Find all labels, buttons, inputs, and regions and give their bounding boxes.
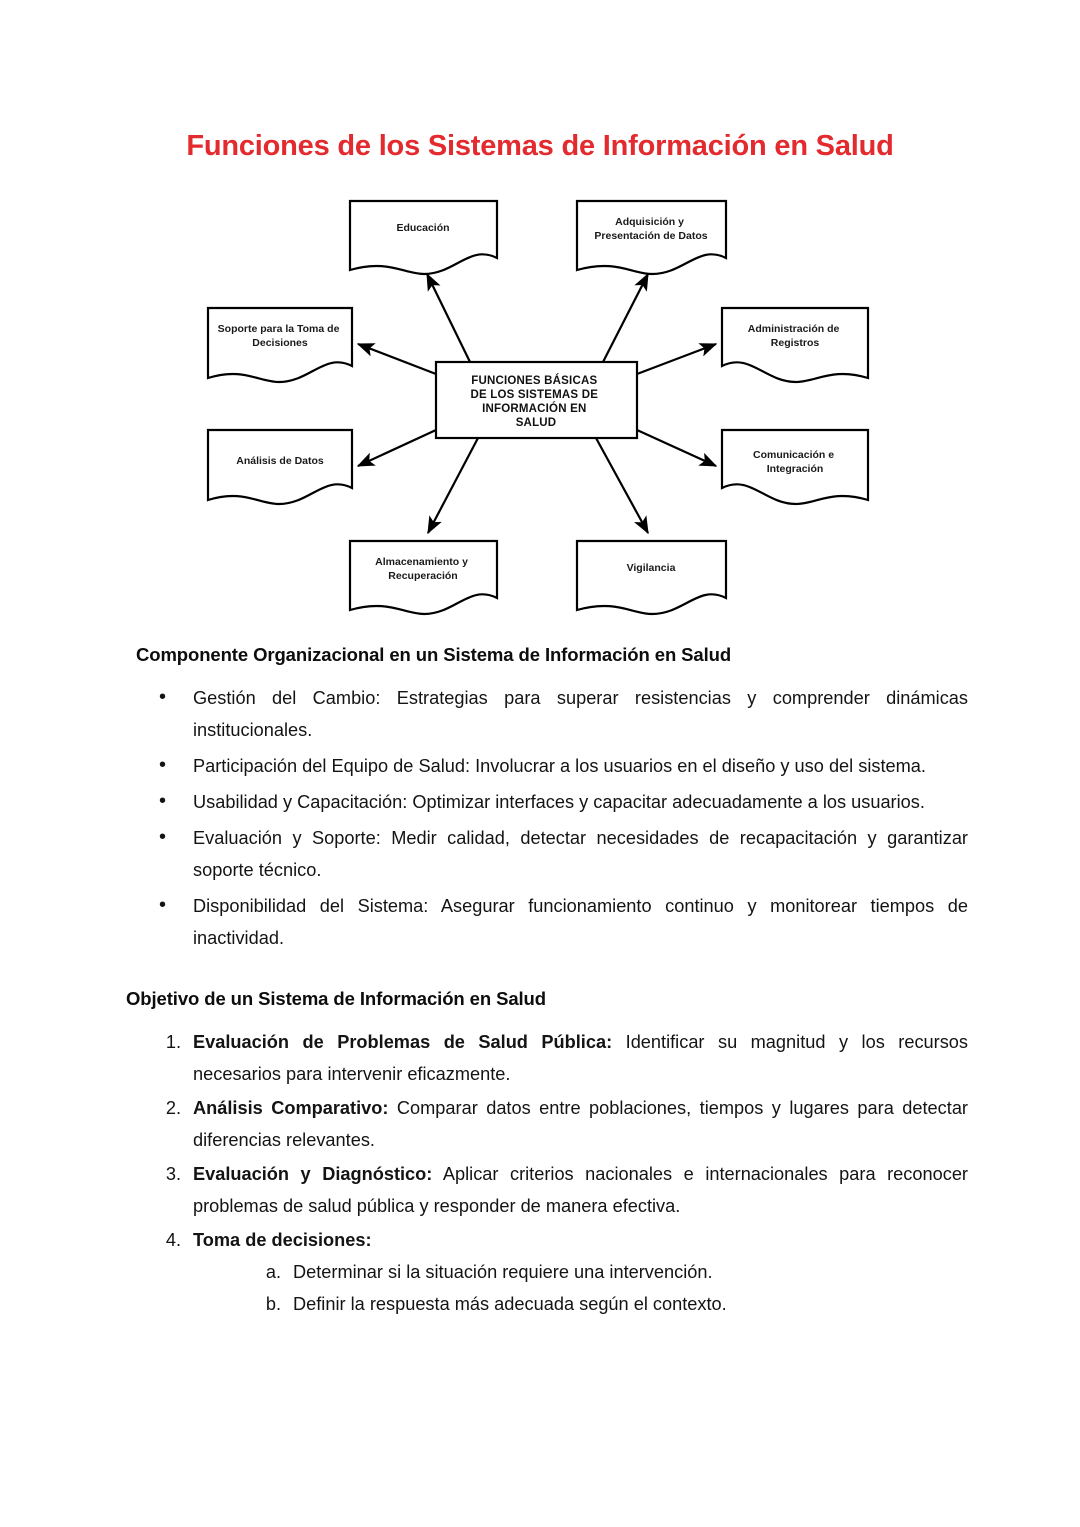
diagram-node-adquisicion [577, 201, 726, 274]
node-label-adquisicion-line-1: Adquisición y [615, 216, 684, 228]
list-item [133, 1092, 968, 1156]
node-label-almacenamiento-line-2: Recuperación [388, 570, 458, 582]
section-heading-objetivo: Objetivo de un Sistema de Información en Salud [126, 988, 546, 1009]
node-label-analisis-line-1: Análisis de Datos [236, 455, 324, 467]
list-item-detail: Involucrar a los usuarios en el diseño y uso del sistema. [470, 756, 926, 776]
connector-almacenamiento [428, 438, 478, 533]
bullet-list-componente-organizacional [0, 682, 1080, 954]
list-item-detail: Comparar datos entre poblaciones, tiempos y lugares para detectar diferencias relevantes. [193, 1098, 968, 1150]
diagram-center-node [436, 362, 637, 438]
connector-administracion [637, 344, 716, 374]
page-title: Funciones de los Sistemas de Información en Salud [186, 130, 894, 162]
center-label-line-1: FUNCIONES BÁSICAS [471, 375, 598, 387]
list-item [133, 786, 968, 818]
list-item [133, 1026, 968, 1090]
diagram-node-educacion [350, 201, 497, 274]
connector-educacion [427, 274, 470, 362]
list-item [133, 1224, 968, 1320]
connector-adquisicion [603, 274, 648, 362]
list-item [133, 1158, 968, 1222]
diagram-node-soporte [208, 308, 352, 382]
node-label-soporte-line-2: Decisiones [252, 337, 308, 349]
list-item-text: Participación del Equipo de Salud: [193, 756, 471, 776]
center-label-line-3: INFORMACIÓN EN [482, 403, 587, 415]
diagram-node-almacenamiento [350, 541, 497, 614]
connector-comunicacion [637, 430, 716, 466]
node-label-administracion-line-1: Administración de [747, 323, 840, 335]
list-item-text: Usabilidad y Capacitación: [193, 792, 408, 812]
list-item-lead: Evaluación y Diagnóstico: [193, 1164, 433, 1184]
node-label-adquisicion-line-2: Presentación de Datos [594, 230, 708, 242]
list-item [133, 890, 968, 954]
diagram-node-comunicacion [722, 430, 868, 504]
center-label-line-4: SALUD [515, 417, 557, 429]
node-label-comunicacion-line-2: Integración [766, 463, 824, 475]
list-item-detail: Asegurar funcionamiento continuo y monitorear tiempos de inactividad. [193, 896, 969, 948]
diagram-node-analisis [208, 430, 352, 504]
list-item-detail: Estrategias para superar resistencias y comprender dinámicas institucionales. [193, 688, 969, 740]
diagram-node-vigilancia [577, 541, 726, 614]
diagram-node-administracion [722, 308, 868, 382]
node-label-soporte-line-1: Soporte para la Toma de [217, 323, 340, 335]
list-item-text: Gestión del Cambio: [193, 688, 381, 708]
list-item-text: Evaluación y Soporte: [193, 828, 381, 848]
list-item-detail: Aplicar criterios nacionales e internacionales para reconocer problemas de salud pública y responder de manera efectiva. [193, 1164, 968, 1216]
sub-list-item: Definir la respuesta más adecuada según el contexto. [293, 1294, 727, 1314]
list-item [133, 822, 968, 886]
connector-soporte [358, 344, 436, 374]
svg-text:Vigilancia [627, 562, 676, 574]
numbered-list-objetivo [0, 1026, 1080, 1320]
node-label-almacenamiento-line-1: Almacenamiento y [375, 556, 468, 568]
svg-text:Análisis de Datos [236, 455, 324, 467]
list-item-lead: Toma de decisiones: [193, 1230, 372, 1250]
section-heading-componente-organizacional: Componente Organizacional en un Sistema de Información en Salud [136, 644, 732, 665]
list-item [133, 750, 968, 782]
svg-text:Educación [396, 222, 449, 234]
node-label-administracion-line-2: Registros [770, 337, 820, 349]
node-label-comunicacion-line-1: Comunicación e [752, 449, 835, 461]
connector-analisis [358, 430, 436, 466]
list-item-lead: Análisis Comparativo: [193, 1098, 389, 1118]
node-label-educacion-line-1: Educación [396, 222, 450, 234]
list-item-lead: Evaluación de Problemas de Salud Pública: [193, 1032, 613, 1052]
sub-list-item: Determinar si la situación requiere una intervención. [293, 1262, 713, 1282]
list-item-detail: Optimizar interfaces y capacitar adecuadamente a los usuarios. [407, 792, 925, 812]
list-item-text: Disponibilidad del Sistema: [193, 896, 429, 916]
connector-vigilancia [596, 438, 648, 533]
list-item-detail: Identificar su magnitud y los recursos necesarios para intervenir eficazmente. [193, 1032, 969, 1084]
center-label-line-2: DE LOS SISTEMAS DE [470, 389, 599, 401]
sub-list-toma-de-decisiones [193, 1256, 968, 1320]
list-item-detail: Medir calidad, detectar necesidades de recapacitación y garantizar soporte técnico. [193, 828, 968, 880]
node-label-vigilancia-line-1: Vigilancia [626, 562, 676, 574]
list-item [133, 682, 968, 746]
hub-and-spoke-diagram [0, 182, 1080, 627]
document-body [0, 630, 1080, 1322]
